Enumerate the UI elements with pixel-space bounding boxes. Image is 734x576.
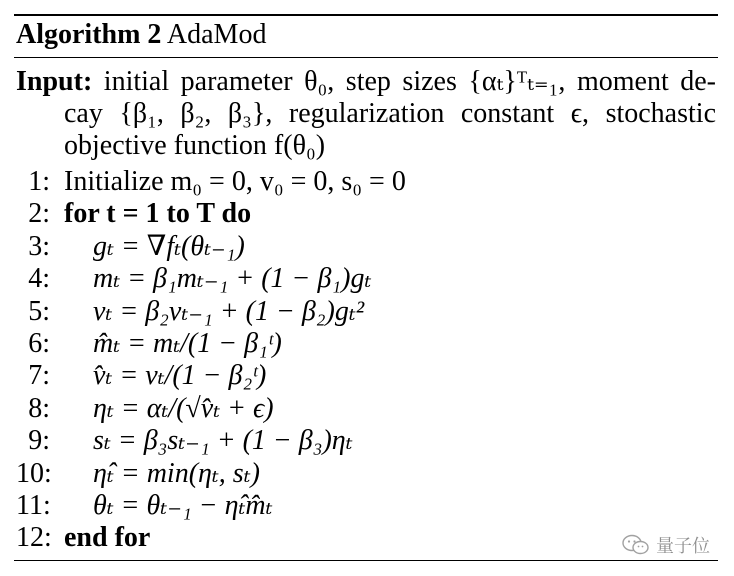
step-line (16, 198, 716, 230)
algorithm-title (16, 18, 266, 52)
step-number: 6: (28, 327, 50, 359)
input-text-3: objective function f(θ₀) (64, 130, 326, 161)
step-line (16, 166, 716, 198)
step-text: θₜ = θₜ₋₁ − η̂ₜm̂ₜ (93, 489, 273, 521)
algorithm-name: AdaMod (166, 19, 267, 50)
wechat-icon (622, 534, 650, 556)
step-number: 7: (28, 360, 50, 392)
step-number: 4: (28, 263, 50, 295)
step-line (16, 425, 716, 457)
algorithm-label: Algorithm 2 (16, 19, 162, 50)
algorithm-steps (16, 166, 716, 555)
input-text-2: cay {β₁, β₂, β₃}, regularization constant ϵ, stochastic (64, 98, 716, 129)
step-number: 1: (28, 166, 50, 197)
watermark (622, 532, 710, 558)
step-number: 9: (28, 425, 50, 457)
title-rule (14, 57, 718, 58)
step-text: sₜ = β₃sₜ₋₁ + (1 − β₃)ηₜ (93, 425, 353, 457)
step-line (16, 458, 716, 490)
bottom-rule (14, 560, 718, 561)
input-line-1 (16, 66, 716, 98)
input-line-3 (16, 130, 716, 162)
step-text: end for (64, 522, 151, 554)
step-text: ηₜ = αₜ/(√v̂ₜ + ϵ) (93, 392, 274, 424)
step-number: 11: (16, 489, 51, 521)
step-number: 10: (16, 457, 52, 489)
step-line (16, 263, 716, 295)
step-text: v̂ₜ = vₜ/(1 − β₂ᵗ) (93, 360, 267, 392)
step-number: 3: (28, 230, 50, 262)
input-label: Input: (16, 66, 93, 97)
step-line (16, 490, 716, 522)
input-block (16, 66, 716, 162)
watermark-text: 量子位 (656, 536, 710, 557)
step-text: gₜ = ∇fₜ(θₜ₋₁) (93, 230, 245, 262)
step-number: 8: (28, 392, 50, 424)
step-text: vₜ = β₂vₜ₋₁ + (1 − β₂)gₜ² (93, 295, 365, 327)
input-text-1: initial parameter θ₀, step sizes {αₜ}ᵀₜ₌₁, moment de- (103, 66, 716, 97)
top-rule (14, 14, 718, 16)
step-line (16, 393, 716, 425)
step-text: m̂ₜ = mₜ/(1 − β₁ᵗ) (93, 327, 282, 359)
step-text: η̂ₜ = min(ηₜ, sₜ) (93, 457, 260, 489)
step-text: mₜ = β₁mₜ₋₁ + (1 − β₁)gₜ (93, 263, 372, 295)
step-text: Initialize m₀ = 0, v₀ = 0, s₀ = 0 (64, 166, 406, 197)
step-line (16, 296, 716, 328)
step-line (16, 328, 716, 360)
input-line-2 (16, 98, 716, 130)
step-number: 5: (28, 295, 50, 327)
step-line (16, 360, 716, 392)
step-line (16, 522, 716, 554)
step-line (16, 231, 716, 263)
step-number: 12: (16, 522, 52, 554)
step-number: 2: (28, 198, 50, 230)
step-text: for t = 1 to T do (64, 198, 252, 230)
